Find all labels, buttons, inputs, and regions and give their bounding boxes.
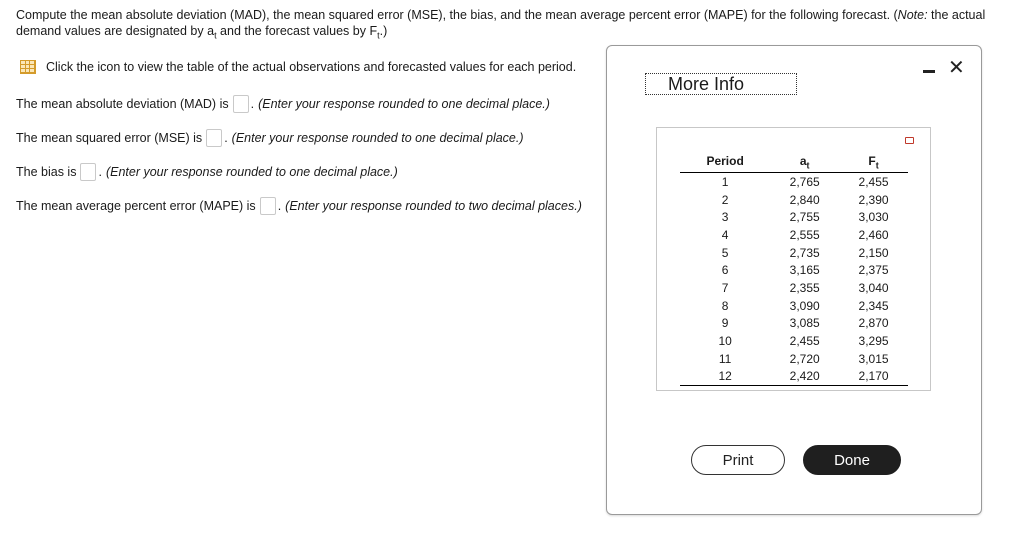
cell-forecast: 2,390 [858, 192, 889, 207]
data-table-panel [656, 127, 931, 391]
cell-forecast: 2,150 [858, 245, 889, 260]
table-row [680, 279, 908, 297]
mse-hint: (Enter your response rounded to one decimal place.) [231, 131, 524, 145]
mse-label: The mean squared error (MSE) is [16, 131, 203, 145]
close-icon[interactable]: ✕ [948, 57, 965, 79]
question-part: .) [379, 24, 388, 38]
table-row [680, 173, 908, 191]
subscript-t: t [214, 30, 217, 41]
question-part: and the forecast values by F [216, 24, 378, 38]
cell-period: 10 [718, 334, 732, 349]
cell-actual: 2,755 [789, 210, 820, 225]
subscript-t: t [377, 30, 380, 41]
cell-actual: 2,765 [789, 174, 820, 189]
print-button[interactable]: Print [691, 445, 785, 475]
cell-actual: 2,720 [789, 351, 820, 366]
question-part: the actual demand values are designated by a [16, 8, 986, 38]
view-table-text: Click the icon to view the table of the actual observations and forecasted values for each period. [46, 60, 577, 74]
cell-actual: 3,090 [789, 298, 820, 313]
done-button[interactable]: Done [803, 445, 901, 475]
cell-forecast: 3,040 [858, 280, 889, 295]
mape-hint: (Enter your response rounded to two decimal places.) [285, 199, 582, 213]
cell-actual: 2,455 [789, 334, 820, 349]
dialog-title: More Info [645, 73, 797, 95]
cell-actual: 3,165 [789, 263, 820, 278]
cell-actual: 2,420 [770, 368, 839, 386]
header-actual-sub: t [806, 160, 810, 171]
question-text [16, 7, 1016, 39]
note-label: Note: [897, 8, 928, 22]
period-text: . [98, 165, 102, 179]
view-table-line [20, 60, 576, 74]
bias-answer-input[interactable] [80, 163, 96, 181]
data-table [680, 150, 908, 386]
mad-label: The mean absolute deviation (MAD) is [16, 97, 229, 111]
minimize-icon[interactable] [923, 70, 935, 73]
mape-answer-input[interactable] [260, 197, 276, 215]
bias-hint: (Enter your response rounded to one decimal place.) [105, 165, 398, 179]
cell-forecast: 2,870 [858, 316, 889, 331]
cell-actual: 2,355 [789, 280, 820, 295]
table-row [680, 315, 908, 333]
cell-period: 4 [721, 227, 729, 242]
cell-forecast: 3,295 [858, 334, 889, 349]
bias-question [16, 163, 398, 181]
mape-question [16, 197, 582, 215]
cell-period: 9 [721, 316, 729, 331]
header-period: Period [680, 150, 770, 173]
cell-forecast: 2,345 [858, 298, 889, 313]
table-row [680, 350, 908, 368]
mape-label: The mean average percent error (MAPE) is [16, 199, 256, 213]
mse-answer-input[interactable] [206, 129, 222, 147]
table-header-row [680, 150, 908, 173]
cell-period: 7 [721, 280, 729, 295]
cell-period: 6 [721, 263, 729, 278]
header-forecast-text: F [868, 154, 876, 168]
cell-actual: 2,735 [789, 245, 820, 260]
bias-label: The bias is [16, 165, 77, 179]
cell-period: 2 [721, 192, 729, 207]
header-forecast-sub: t [875, 160, 879, 171]
period-text: . [277, 199, 282, 213]
header-actual-text: a [799, 154, 807, 168]
header-forecast [839, 150, 908, 173]
header-actual [770, 150, 839, 173]
cell-forecast: 3,015 [858, 351, 889, 366]
cell-actual: 3,085 [789, 316, 820, 331]
table-row [680, 332, 908, 350]
cell-period: 8 [721, 298, 729, 313]
cell-forecast: 2,455 [858, 174, 889, 189]
cell-period: 12 [680, 368, 770, 386]
cell-period: 5 [721, 245, 729, 260]
table-row [680, 191, 908, 209]
cell-forecast: 2,460 [858, 227, 889, 242]
cell-period: 11 [718, 351, 732, 366]
table-row [680, 368, 908, 386]
mad-answer-input[interactable] [233, 95, 249, 113]
cell-forecast: 2,170 [839, 368, 908, 386]
period-text: . [224, 131, 228, 145]
question-part: Compute the mean absolute deviation (MAD), the mean squared error (MSE), the bias, and the mean average percent error (MAPE) for the following forecast. ( [16, 8, 898, 22]
cell-forecast: 3,030 [858, 210, 889, 225]
table-row [680, 226, 908, 244]
expand-icon[interactable] [905, 137, 914, 144]
table-row [680, 261, 908, 279]
table-row [680, 208, 908, 226]
cell-actual: 2,840 [789, 192, 820, 207]
mad-question [16, 95, 550, 113]
cell-period: 3 [721, 210, 729, 225]
table-row [680, 297, 908, 315]
period-text: . [250, 97, 255, 111]
table-row [680, 244, 908, 262]
cell-forecast: 2,375 [858, 263, 889, 278]
cell-actual: 2,555 [789, 227, 820, 242]
mad-hint: (Enter your response rounded to one decimal place.) [258, 97, 550, 111]
table-icon[interactable] [20, 60, 36, 74]
more-info-dialog [606, 45, 982, 515]
cell-period: 1 [721, 174, 729, 189]
mse-question [16, 129, 524, 147]
